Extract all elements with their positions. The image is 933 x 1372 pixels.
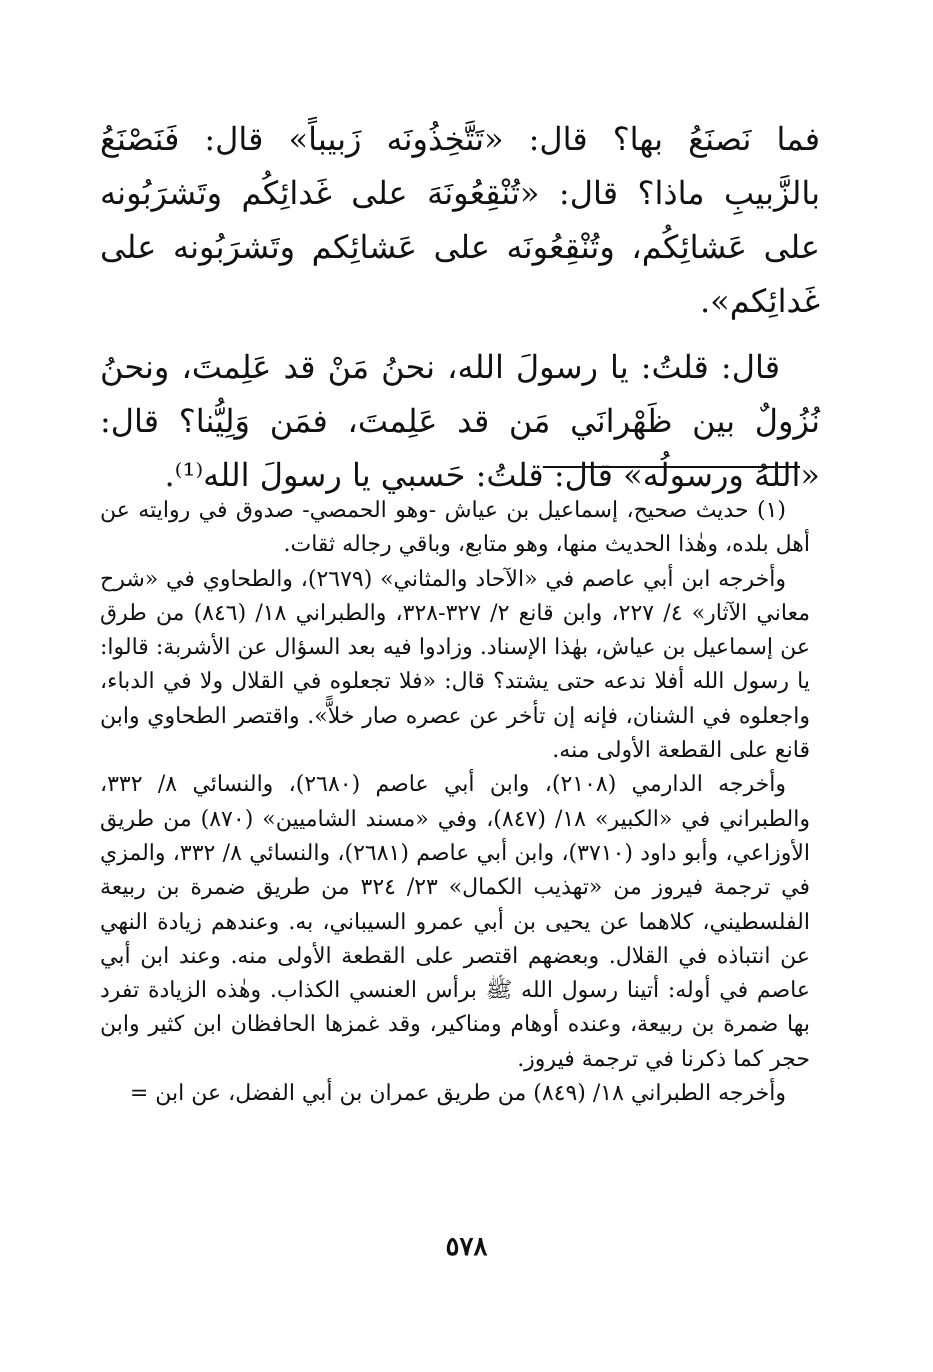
page-number: ٥٧٨: [445, 1232, 488, 1262]
main-paragraph: فما نَصنَعُ بها؟ قال: «تَتَّخِذُونَه زَبيباً» قال: فَنَصْنَعُ بالزَّبيبِ ماذا؟ قال: «تُنْقِعُونَهَ على غَدائِكُم وتَشرَبُونه على عَشائِكُم، وتُنْقِعُونَه على عَشائِكم وتَشرَبُونه على غَدائِكم».: [100, 120, 820, 320]
footnote-divider: [543, 466, 800, 468]
footnote-paragraph: وأخرجه ابن أبي عاصم في «الآحاد والمثاني» (٢٦٧٩)، والطحاوي في «شرح معاني الآثار» ٤/ ٢٢٧، وابن قانع ٢/ ٣٢٧-٣٢٨، والطبراني ١٨/ (٨٤٦) من طرق عن إسماعيل بن عياش، بهٰذا الإسناد. وزادوا فيه بعد السؤال عن الأشربة: قالوا: يا رسول الله أفلا ندعه حتى يشتد؟ قال: «فلا تجعلوه في القلال ولا في الدباء، واجعلوه في الشنان، فإنه إن تأخر عن عصره صار خلاًّ». واقتصر الطحاوي وابن قانع على القطعة الأولى منه.: [100, 566, 810, 764]
footnotes: [100, 494, 810, 1111]
footnote-paragraph: وأخرجه الطبراني ١٨/ (٨٤٩) من طريق عمران بن أبي الفضل، عن ابن =: [129, 1081, 786, 1107]
footnote-paragraph: (١) حديث صحيح، إسماعيل بن عياش -وهو الحمصي- صدوق في روايته عن أهل بلده، وهٰذا الحديث منها، وهو متابع، وباقي رجاله ثقات.: [100, 498, 810, 558]
main-paragraph: قال: قلتُ: يا رسولَ الله، نحنُ مَنْ قد عَلِمتَ، ونحنُ نُزُولٌ بين ظَهْرانَي مَن قد عَلِمتَ، فمَن وَلِيُّنا؟ قال: «اللهُ ورسولُه» قال: قلتُ: حَسبي يا رسولَ الله⁽¹⁾.: [100, 348, 820, 494]
footnote-paragraph: وأخرجه الدارمي (٢١٠٨)، وابن أبي عاصم (٢٦٨٠)، والنسائي ٨/ ٣٣٢، والطبراني في «الكبير» ١٨/ (٨٤٧)، وفي «مسند الشاميين» (٨٧٠) من طريق الأوزاعي، وأبو داود (٣٧١٠)، وابن أبي عاصم (٢٦٨١)، والنسائي ٨/ ٣٣٢، والمزي في ترجمة فيروز من «تهذيب الكمال» ٢٣/ ٣٢٤ من طريق ضمرة بن ربيعة الفلسطيني، كلاهما عن يحيى بن أبي عمرو السيباني، به. وعندهم زيادة النهي عن انتباذه في القلال. وبعضهم اقتصر على القطعة الأولى منه. وعند ابن أبي عاصم في أوله: أتينا رسول الله ﷺ برأس العنسي الكذاب. وهٰذه الزيادة تفرد بها ضمرة بن ربيعة، وعنده أوهام ومناكير، وقد غمزها الحافظان ابن كثير وابن حجر كما ذكرنا في ترجمة فيروز.: [100, 772, 810, 1072]
main-text: [100, 112, 820, 502]
